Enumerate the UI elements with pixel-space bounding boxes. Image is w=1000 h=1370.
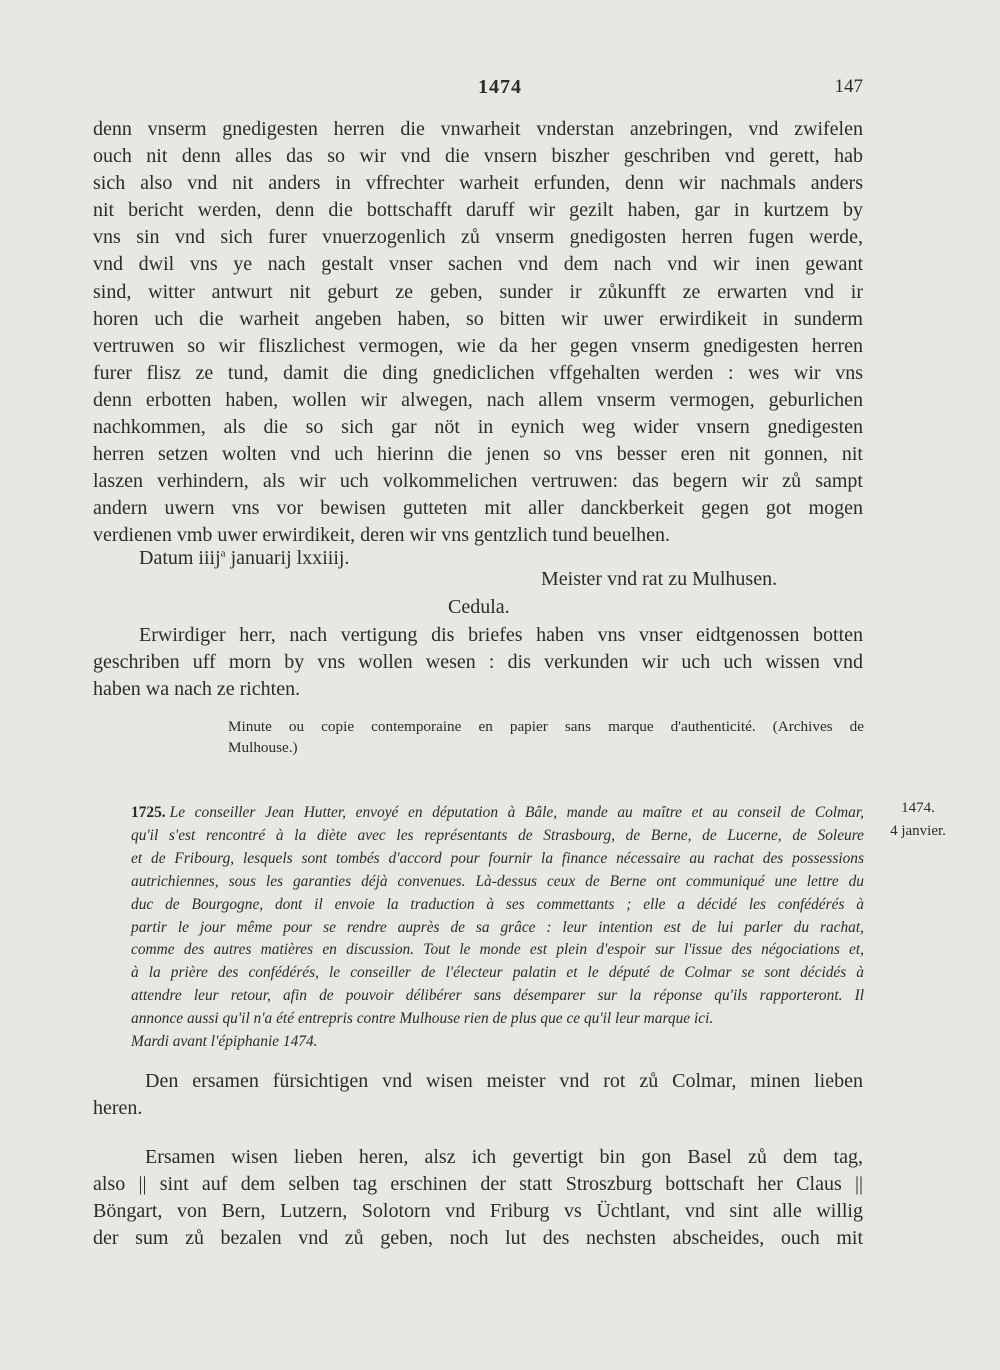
address-line: Den ersamen fürsichtigen vnd wisen meister vnd rot zů Colmar, minen lieben — [145, 1070, 863, 1092]
text-line: andern uwern vns vor bewisen gutteten mit aller danckberkeit gegen got mogen — [93, 497, 863, 520]
text-line: vnd dwil vns ye nach gestalt vnser sachen vnd dem nach vnd wir inen gewant — [93, 253, 863, 276]
letter-continuation — [93, 116, 863, 550]
paragraph-gap — [93, 1122, 863, 1144]
margin-note-year: 1474. — [901, 800, 935, 816]
text-line: furer flisz ze tund, damit die ding gnediclichen vffgehalten werden : wes wir vns — [93, 361, 863, 384]
entry-line: autrichiennes, sous les garanties déjà convenues. Là-dessus ceux de Berne ont communiqué une lettre du — [131, 872, 864, 890]
entry-line: annonce aussi qu'il n'a été entrepris contre Mulhouse rien de plus que ce qu'il leur marque ici. — [131, 1010, 714, 1028]
datum-suffix: januarij lxxiiij. — [225, 547, 350, 569]
source-note-line: Mulhouse.) — [228, 739, 298, 756]
text-line: herren setzen wolten vnd uch hierinn die jenen so vns besser eren nit gonnen, nit — [93, 443, 863, 466]
text-line: nachkommen, als die so sich gar nöt in eynich weg wider vnsern gnedigesten — [93, 416, 863, 439]
datum-line — [139, 547, 349, 570]
entry-number: 1725. — [131, 804, 166, 821]
entry-line: à la prière des confédérés, le conseiller de l'électeur palatin et le député de Colmar se sont décidés à — [131, 964, 864, 982]
text-line: sind, witter antwurt nit geburt ze geben, sunder ir zůkunfft ze erwarten vnd ir — [93, 280, 863, 303]
text-line: laszen verhindern, als wir uch volkommelichen vertruwen: das begern wir zů sampt — [93, 470, 863, 493]
text-line: verdienen vmb uwer erwirdikeit, deren wir vns gentzlich tund beuelhen. — [93, 524, 671, 547]
entry-line: qu'il s'est rencontré à la diète avec les représentants de Strasbourg, de Berne, de Lucerne, de Soleure — [131, 826, 864, 844]
entry-line: comme des autres matières en discussion. Tout le monde est plein d'espoir sur l'issue des négociations et, — [131, 941, 864, 959]
cedula-title: Cedula. — [448, 596, 510, 618]
text-line: Erwirdiger herr, nach vertigung dis briefes haben vns vnser eidtgenossen botten — [139, 624, 863, 646]
text-line: nit bericht werden, denn die bottschafft daruff wir gezilt haben, gar in kurtzem by — [93, 199, 863, 222]
letter-text — [93, 1068, 863, 1253]
running-header — [0, 76, 1000, 104]
cedula-text — [93, 622, 863, 703]
source-note-line: Minute ou copie contemporaine en papier sans marque d'authenticité. (Archives de — [228, 718, 864, 735]
margin-note-date: 4 janvier. — [890, 823, 946, 839]
source-note — [228, 716, 864, 758]
entry-line: partir le jour même pour se rendre auprès de sa grâce : leur intention est de lui parler du rachat, — [131, 918, 864, 936]
entry-date-line: Mardi avant l'épiphanie 1474. — [131, 1033, 318, 1051]
text-line: vertruwen so wir fliszlichest vermogen, wie da her gegen vnserm gnedigesten herren — [93, 334, 863, 357]
margin-note — [873, 797, 963, 843]
text-line: sich also vnd nit anders in vffrechter warheit erfunden, denn wir nachmals anders — [93, 172, 863, 195]
entry-line: et de Fribourg, lesquels sont tombés d'accord pour fournir la finance nécessaire au rachat des possessions — [131, 849, 864, 867]
signoff: Meister vnd rat zu Mulhusen. — [541, 568, 778, 590]
text-line: vns sin vnd sich furer vnuerzogenlich zů vnserm gnedigosten herren fugen werde, — [93, 226, 863, 249]
entry-summary — [131, 802, 864, 1054]
page-number: 147 — [834, 76, 863, 97]
entry-line — [131, 802, 864, 825]
text-line: ouch nit denn alles das so wir vnd die vnsern biszher geschriben vnd gerett, hab — [93, 145, 863, 168]
text-line: geschriben uff morn by vns wollen wesen : dis verkunden wir uch uch wissen vnd — [93, 651, 863, 674]
entry-line-text: Le conseiller Jean Hutter, envoyé en députation à Bâle, mande au maître et au conseil de Colmar, — [169, 804, 864, 821]
running-head-year: 1474 — [478, 76, 522, 98]
text-line: Böngart, von Bern, Lutzern, Solotorn vnd Friburg vs Üchtlant, vnd sint alle willig — [93, 1200, 863, 1223]
entry-line: attendre leur retour, afin de pouvoir délibérer sans désemparer sur la réponse qu'ils rapporteront. Il — [131, 987, 864, 1005]
text-line: also || sint auf dem selben tag erschinen der statt Stroszburg bottschaft her Claus || — [93, 1173, 863, 1196]
text-line: horen uch die warheit angeben haben, so bitten wir uwer erwirdikeit in sunderm — [93, 307, 863, 330]
datum-superscript: a — [220, 547, 226, 560]
text-line: denn erbotten haben, wollen wir alwegen, nach allem vnserm vermogen, geburlichen — [93, 388, 863, 411]
text-line: denn vnserm gnedigesten herren die vnwarheit vnderstan anzebringen, vnd zwifelen — [93, 118, 863, 140]
address-line: heren. — [93, 1097, 143, 1120]
text-line: der sum zů bezalen vnd zů geben, noch lut des nechsten abscheides, ouch mit — [93, 1227, 863, 1250]
datum-prefix: Datum iiij — [139, 547, 221, 569]
text-line: Ersamen wisen lieben heren, alsz ich gevertigt bin gon Basel zů dem tag, — [145, 1146, 863, 1169]
entry-line: duc de Bourgogne, dont il envoie la traduction à ses commettants ; elle a décidé les confédérés à — [131, 895, 864, 913]
text-line: haben wa nach ze richten. — [93, 678, 301, 701]
